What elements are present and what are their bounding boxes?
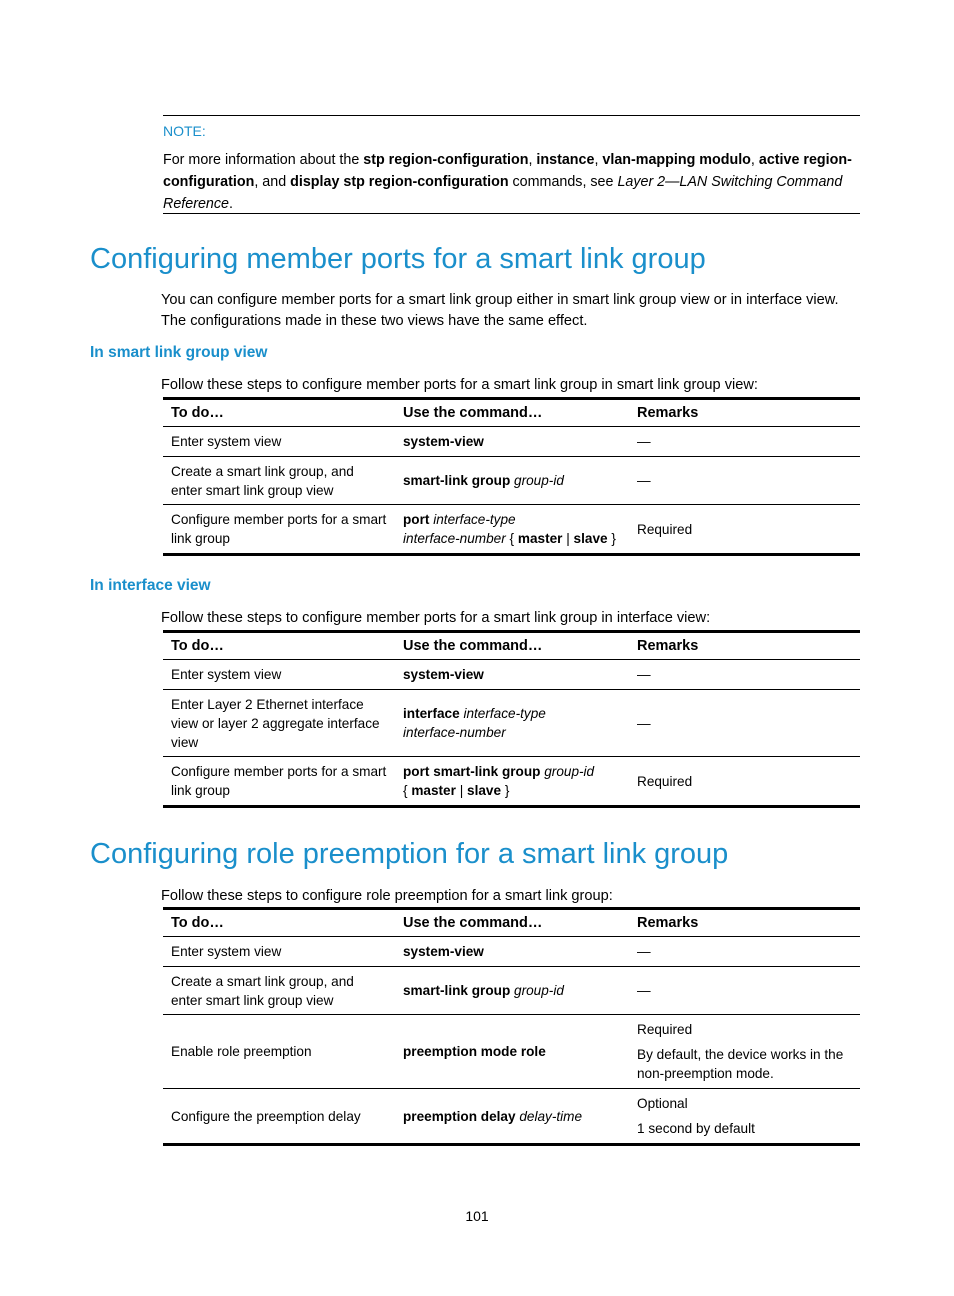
subsection-title: In interface view (90, 577, 211, 594)
todo-cell: Create a smart link group, and enter smart link group view (163, 457, 395, 505)
note-text: For more information about the stp region-configuration, instance, vlan-mapping modulo, active region-configuration, and display stp region-configuration commands, see Layer 2—LAN Switching Command Reference. (163, 152, 852, 212)
remarks-cell: — (629, 967, 860, 1015)
remarks-cell: Required (629, 505, 860, 555)
section-title: Configuring role preemption for a smart link group (90, 838, 729, 870)
note-label: NOTE: (163, 123, 206, 139)
column-header: Remarks (629, 632, 860, 660)
intro-paragraph: You can configure member ports for a smart link group either in smart link group view or in interface view. The configurations made in these two views have the same effect. (161, 292, 839, 329)
command-cell: preemption mode role (395, 1015, 629, 1089)
todo-cell: Enter system view (163, 937, 395, 967)
command-cell: system-view (395, 660, 629, 690)
table-row (163, 757, 860, 807)
todo-cell: Create a smart link group, and enter smart link group view (163, 967, 395, 1015)
command-table (163, 630, 860, 808)
table-row (163, 457, 860, 505)
remarks-cell: — (629, 457, 860, 505)
command-cell: system-view (395, 427, 629, 457)
command-cell: smart-link group group-id (395, 457, 629, 505)
lead-paragraph: Follow these steps to configure role preemption for a smart link group: (161, 888, 613, 904)
table-row (163, 505, 860, 555)
table-header-row (163, 399, 860, 427)
column-header: Use the command… (395, 632, 629, 660)
lead-paragraph: Follow these steps to configure member ports for a smart link group in smart link group view: (161, 377, 758, 393)
column-header: Remarks (629, 399, 860, 427)
todo-cell: Configure member ports for a smart link group (163, 757, 395, 807)
table-row (163, 660, 860, 690)
command-cell: port smart-link group group-id { master | slave } (395, 757, 629, 807)
column-header: Use the command… (395, 399, 629, 427)
todo-cell: Enter Layer 2 Ethernet interface view or layer 2 aggregate interface view (163, 690, 395, 757)
todo-cell: Configure the preemption delay (163, 1089, 395, 1145)
note-box (163, 115, 860, 214)
table-row (163, 690, 860, 757)
remarks-cell: — (629, 660, 860, 690)
todo-cell: Enable role preemption (163, 1015, 395, 1089)
column-header: Remarks (629, 909, 860, 937)
todo-cell: Configure member ports for a smart link group (163, 505, 395, 555)
table-header-row (163, 632, 860, 660)
table-header-row (163, 909, 860, 937)
page-number: 101 (465, 1208, 489, 1224)
section-title: Configuring member ports for a smart link group (90, 243, 706, 275)
remarks-cell: — (629, 427, 860, 457)
command-table (163, 397, 860, 556)
table-row (163, 1089, 860, 1145)
table-row (163, 937, 860, 967)
column-header: To do… (163, 909, 395, 937)
command-table (163, 907, 860, 1146)
remarks-cell: — (629, 937, 860, 967)
subsection-title: In smart link group view (90, 344, 268, 361)
todo-cell: Enter system view (163, 660, 395, 690)
remarks-cell: Required By default, the device works in the non-preemption mode. (629, 1015, 860, 1089)
todo-cell: Enter system view (163, 427, 395, 457)
column-header: To do… (163, 399, 395, 427)
table-row (163, 427, 860, 457)
remarks-cell: — (629, 690, 860, 757)
remarks-cell: Required (629, 757, 860, 807)
column-header: Use the command… (395, 909, 629, 937)
command-cell: preemption delay delay-time (395, 1089, 629, 1145)
remarks-cell: Optional 1 second by default (629, 1089, 860, 1145)
table-row (163, 1015, 860, 1089)
table-row (163, 967, 860, 1015)
command-cell: port interface-type interface-number { master | slave } (395, 505, 629, 555)
column-header: To do… (163, 632, 395, 660)
command-cell: smart-link group group-id (395, 967, 629, 1015)
command-cell: interface interface-type interface-number (395, 690, 629, 757)
lead-paragraph: Follow these steps to configure member ports for a smart link group in interface view: (161, 610, 711, 626)
command-cell: system-view (395, 937, 629, 967)
